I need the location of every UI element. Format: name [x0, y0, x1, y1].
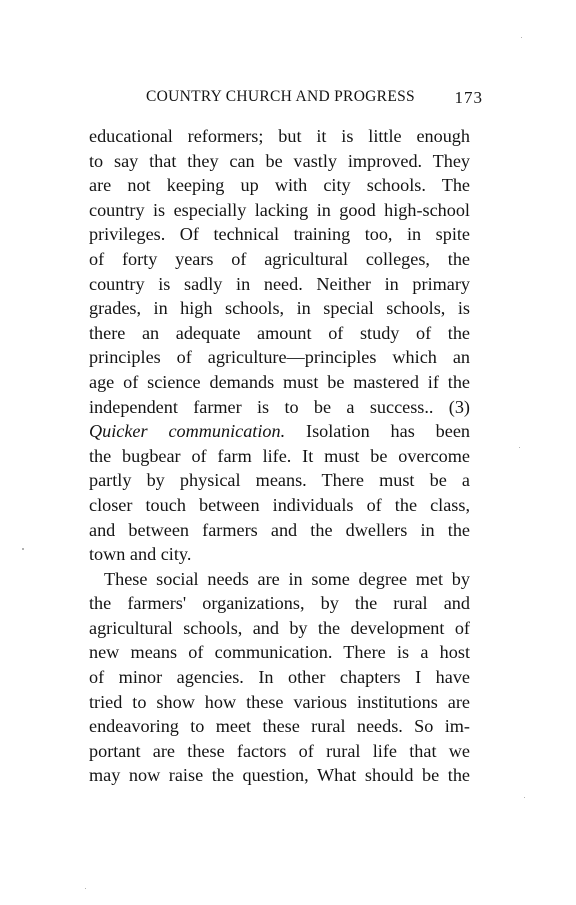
text-line: grades, in high schools, in special schools, is [89, 298, 470, 319]
text-line: These social needs are in some degree met by [104, 568, 470, 589]
text-fragment: Isolation has been [306, 421, 470, 442]
text-line: town and city. [89, 544, 192, 565]
text-line: portant are these factors of rural life that we [89, 740, 470, 761]
text-line: the farmers' organizations, by the rural and [89, 593, 470, 614]
paragraph-2 [89, 567, 470, 788]
text-line: agricultural schools, and by the development of [89, 617, 470, 638]
italic-heading: Quicker communication. [89, 421, 286, 442]
text-line: and between farmers and the dwellers in the [89, 519, 470, 540]
paragraph-1 [89, 124, 470, 567]
text-line: independent farmer is to be a success.. (3) [89, 396, 470, 417]
text-line: country is sadly in need. Neither in primary [89, 273, 470, 294]
text-line-with-italic-heading [89, 419, 470, 444]
text-line: closer touch between individuals of the class, [89, 494, 470, 515]
text-line: privileges. Of technical training too, in spite [89, 224, 470, 245]
text-line: principles of agriculture—principles which an [89, 347, 470, 368]
text-line: the bugbear of farm life. It must be overcome [89, 445, 470, 466]
text-line: may now raise the question, What should be the [89, 765, 470, 786]
paper-speck [521, 37, 522, 38]
text-line: endeavoring to meet these rural needs. So im- [89, 716, 470, 737]
text-line: country is especially lacking in good high-school [89, 199, 470, 220]
text-line: age of science demands must be mastered if the [89, 371, 470, 392]
text-line: there an adequate amount of study of the [89, 322, 470, 343]
text-line: to say that they can be vastly improved. They [89, 150, 470, 171]
body-text [89, 124, 470, 788]
text-line: of minor agencies. In other chapters I have [89, 667, 470, 688]
text-line: tried to show how these various institutions are [89, 691, 470, 712]
text-line: partly by physical means. There must be a [89, 470, 470, 491]
paper-speck [519, 447, 520, 448]
paper-speck [85, 888, 86, 889]
text-line: new means of communication. There is a host [89, 642, 470, 663]
running-head [146, 88, 483, 112]
paper-speck [22, 548, 24, 550]
page-number: 173 [454, 88, 483, 107]
text-line: educational reformers; but it is little enough [89, 126, 470, 146]
running-head-title: COUNTRY CHURCH AND PROGRESS [146, 88, 415, 105]
text-line: are not keeping up with city schools. The [89, 175, 470, 196]
text-line: of forty years of agricultural colleges, the [89, 248, 470, 269]
paper-speck [524, 797, 525, 798]
